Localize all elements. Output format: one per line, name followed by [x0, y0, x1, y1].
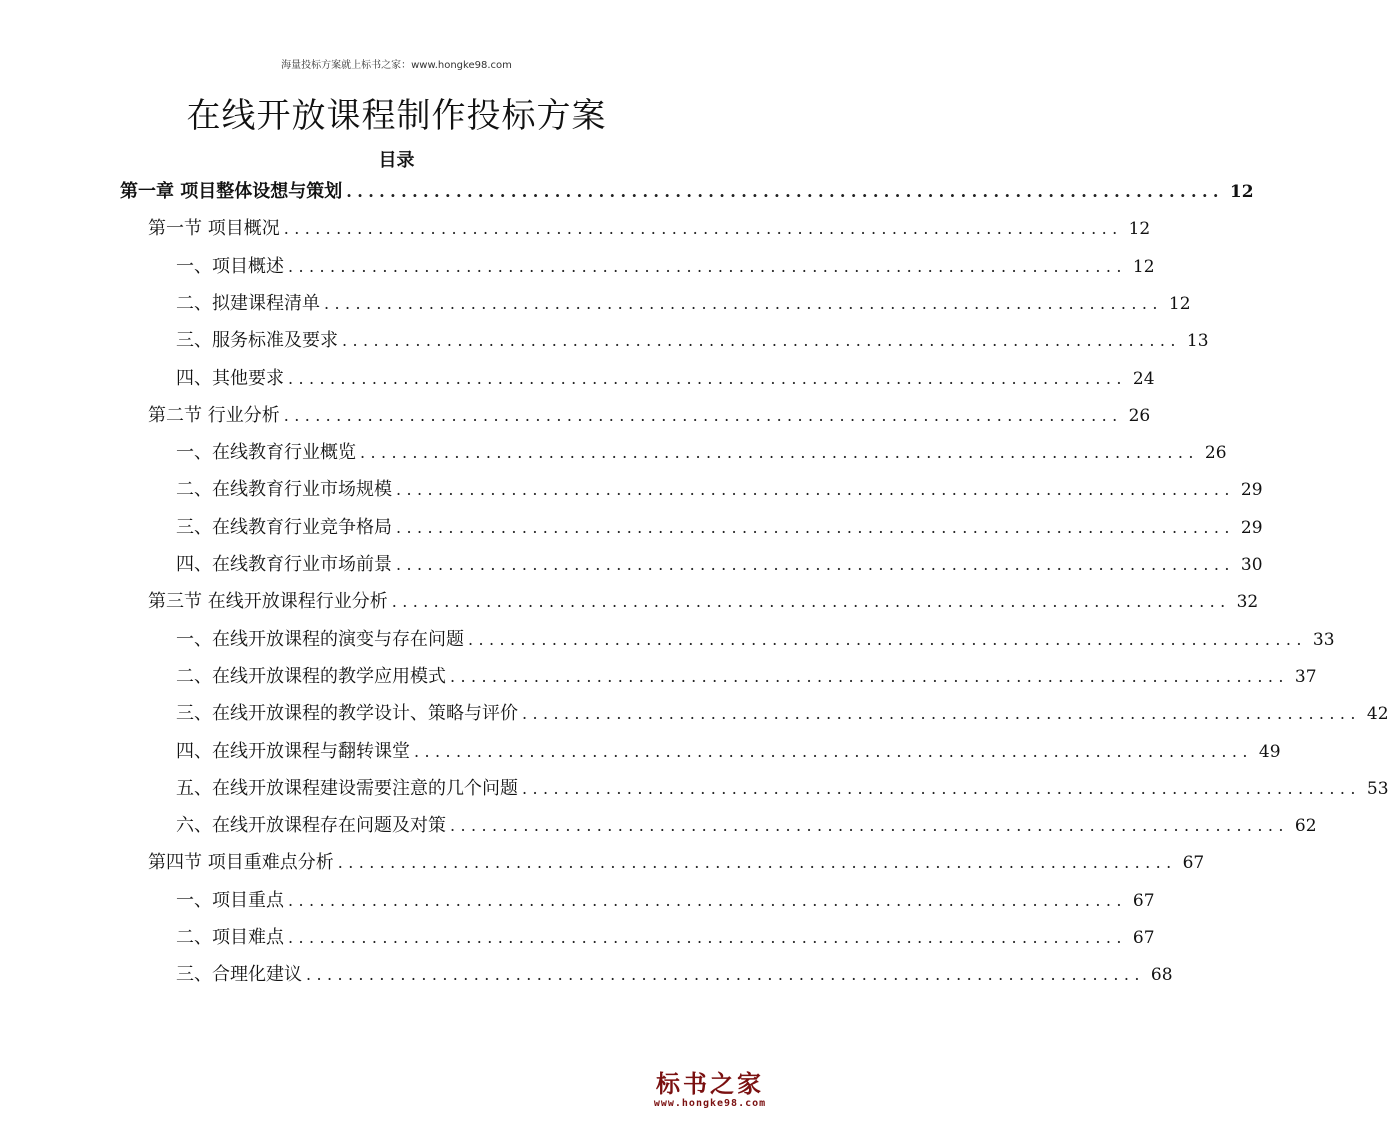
- toc-leader-dots: ................................................................................: [337, 853, 1177, 873]
- toc-entry-label: 二、在线教育行业市场规模: [176, 479, 392, 501]
- toc-leader-dots: ................................................................................: [283, 405, 1123, 425]
- toc-entry-label: 第二节 行业分析: [148, 404, 280, 426]
- toc-entry[interactable]: [176, 662, 1317, 692]
- toc-entry[interactable]: [148, 214, 1151, 244]
- toc-entry-label: 三、合理化建议: [176, 964, 302, 986]
- toc-entry-page: 42: [1366, 704, 1389, 725]
- toc-entry-page: 13: [1186, 331, 1209, 352]
- toc-entry-label: 二、在线开放课程的教学应用模式: [176, 665, 446, 687]
- toc-leader-dots: ................................................................................: [468, 629, 1307, 649]
- toc-leader-dots: ................................................................................: [396, 517, 1235, 537]
- toc-heading: 目录: [378, 150, 415, 171]
- toc-entry-page: 67: [1182, 853, 1205, 874]
- toc-entry-page: 12: [1128, 219, 1151, 240]
- toc-entry[interactable]: [176, 438, 1227, 468]
- toc-entry-label: 一、在线开放课程的演变与存在问题: [176, 628, 464, 650]
- toc-leader-dots: ................................................................................: [450, 666, 1289, 686]
- toc-entry[interactable]: [176, 923, 1155, 953]
- toc-entry[interactable]: [176, 886, 1155, 916]
- toc-entry-page: 62: [1294, 816, 1317, 837]
- toc-leader-dots: ................................................................................: [450, 816, 1289, 836]
- toc-leader-dots: ................................................................................: [342, 331, 1181, 351]
- toc-entry-page: 12: [1168, 293, 1191, 314]
- toc-entry[interactable]: [148, 848, 1205, 878]
- toc-entry-page: 29: [1240, 480, 1263, 501]
- toc-entry-page: 26: [1204, 443, 1227, 464]
- logo-url: www.hongke98.com: [653, 1098, 767, 1109]
- toc-entry-label: 一、在线教育行业概览: [176, 442, 356, 464]
- toc-entry-label: 四、其他要求: [176, 367, 284, 389]
- toc-entry[interactable]: [148, 401, 1151, 431]
- toc-entry-label: 第一节 项目概况: [148, 218, 280, 240]
- toc-entry-label: 一、项目重点: [176, 889, 284, 911]
- toc-leader-dots: ................................................................................: [396, 555, 1235, 574]
- toc-entry-page: 68: [1150, 965, 1173, 986]
- toc-entry-page: 12: [1229, 182, 1254, 202]
- toc-leader-dots: ................................................................................: [288, 256, 1127, 276]
- toc-leader-dots: ................................................................................: [283, 219, 1123, 239]
- toc-entry-label: 第一章 项目整体设想与策划: [120, 181, 343, 202]
- toc-entry[interactable]: [176, 252, 1155, 282]
- toc-entry-label: 二、项目难点: [176, 927, 284, 948]
- document-title: 在线开放课程制作投标方案: [186, 96, 607, 136]
- toc-entry[interactable]: [176, 326, 1209, 356]
- logo-text: 标书之家: [656, 1070, 764, 1098]
- toc-leader-dots: ................................................................................: [288, 928, 1127, 947]
- toc-entry[interactable]: [176, 699, 1389, 729]
- toc-entry[interactable]: [176, 513, 1263, 543]
- toc-entry-page: 49: [1258, 741, 1281, 762]
- header-note: 海量投标方案就上标书之家：www.hongke98.com: [281, 60, 512, 71]
- toc-leader-dots: ................................................................................: [288, 368, 1127, 388]
- toc-entry-page: 53: [1366, 778, 1389, 799]
- toc-entry-page: 67: [1132, 890, 1155, 911]
- toc-entry-page: 12: [1132, 256, 1155, 277]
- toc-leader-dots: ................................................................................: [391, 592, 1231, 612]
- toc-leader-dots: ................................................................................: [288, 890, 1127, 910]
- toc-leader-dots: ................................................................................: [414, 741, 1253, 761]
- toc-entry[interactable]: [176, 811, 1317, 841]
- toc-entry-page: 67: [1132, 928, 1155, 948]
- toc-entry-label: 五、在线开放课程建设需要注意的几个问题: [176, 777, 518, 799]
- toc-entry-page: 30: [1240, 555, 1263, 575]
- toc-entry-page: 29: [1240, 517, 1263, 538]
- toc-entry-page: 26: [1128, 405, 1151, 426]
- toc-entry[interactable]: [148, 587, 1259, 617]
- toc-entry-label: 第三节 在线开放课程行业分析: [148, 591, 388, 613]
- toc-leader-dots: ................................................................................: [324, 293, 1163, 313]
- toc-leader-dots: ................................................................................: [522, 704, 1361, 724]
- toc-entry[interactable]: [176, 960, 1173, 990]
- toc-leader-dots: ................................................................................: [346, 182, 1224, 201]
- toc-leader-dots: ................................................................................: [306, 965, 1145, 985]
- toc-entry-page: 33: [1312, 629, 1335, 650]
- toc-entry-page: 24: [1132, 368, 1155, 389]
- toc-leader-dots: ................................................................................: [396, 480, 1235, 500]
- toc-entry-label: 三、在线开放课程的教学设计、策略与评价: [176, 703, 518, 725]
- toc-entry-label: 第四节 项目重难点分析: [148, 852, 334, 874]
- toc-entry[interactable]: [176, 625, 1335, 655]
- toc-entry-page: 32: [1236, 592, 1259, 613]
- toc-entry-label: 四、在线教育行业市场前景: [176, 554, 392, 575]
- toc-entry[interactable]: [176, 475, 1263, 505]
- toc-entry-label: 六、在线开放课程存在问题及对策: [176, 815, 446, 837]
- toc-leader-dots: ................................................................................: [360, 443, 1199, 463]
- toc-entry[interactable]: [176, 364, 1155, 394]
- toc-entry-label: 四、在线开放课程与翻转课堂: [176, 740, 410, 762]
- toc-entry[interactable]: [176, 289, 1191, 319]
- toc-entry[interactable]: [176, 550, 1263, 580]
- toc-entry[interactable]: [120, 177, 1254, 207]
- toc-leader-dots: ................................................................................: [522, 778, 1361, 798]
- toc-entry-label: 二、拟建课程清单: [176, 292, 320, 314]
- toc-entry-label: 三、在线教育行业竞争格局: [176, 516, 392, 538]
- toc-entry[interactable]: [176, 737, 1281, 767]
- toc-entry-label: 三、服务标准及要求: [176, 330, 338, 352]
- toc-entry-page: 37: [1294, 666, 1317, 687]
- brand-logo: [640, 1064, 780, 1112]
- toc-entry-label: 一、项目概述: [176, 255, 284, 277]
- toc-entry[interactable]: [176, 774, 1389, 804]
